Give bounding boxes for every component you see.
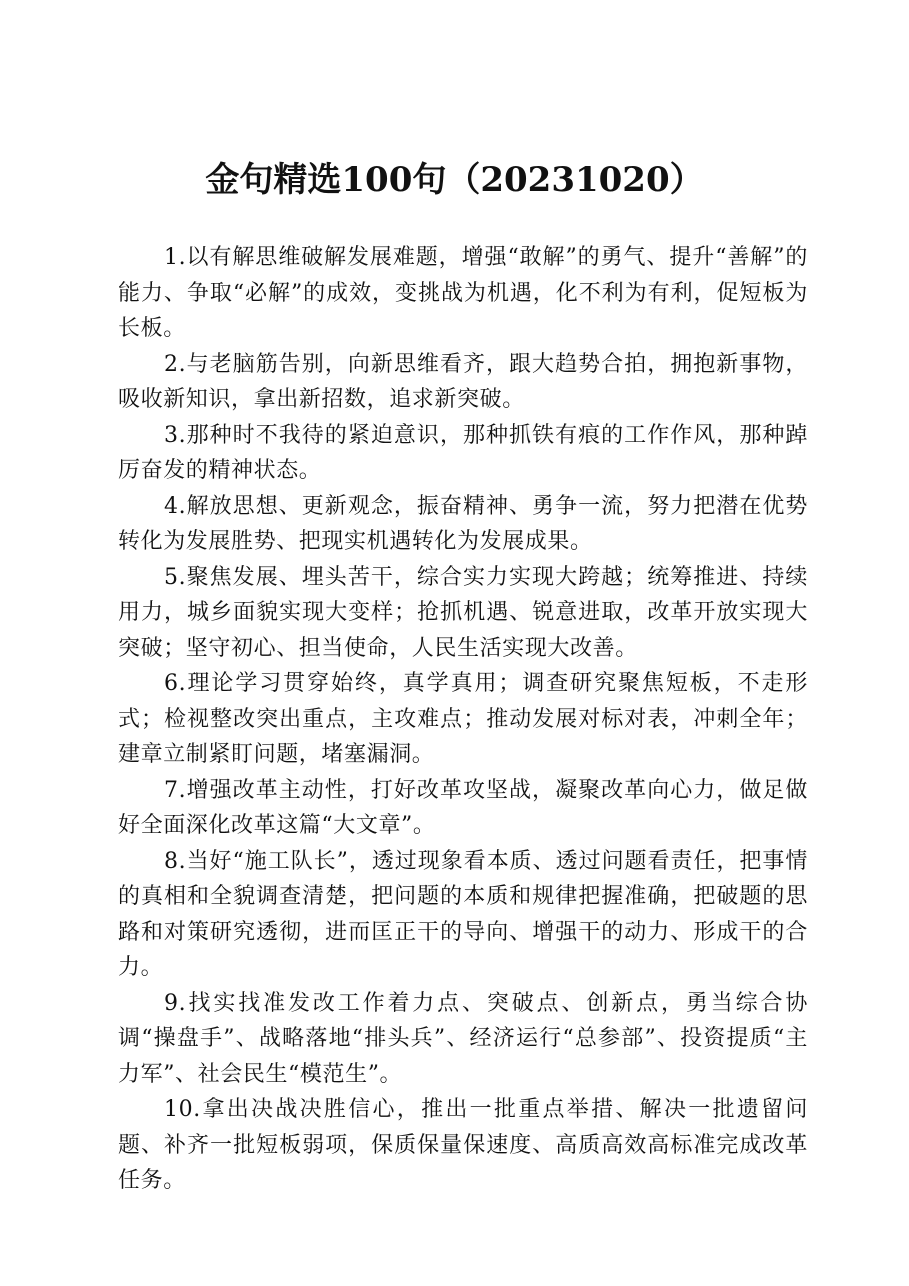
paragraph-3: 3.那种时不我待的紧迫意识，那种抓铁有痕的工作作风，那种踔厉奋发的精神状态。: [118, 422, 808, 483]
document-title: 金句精选100句（20231020）: [205, 160, 704, 200]
paragraph-10: 10.拿出决战决胜信心，推出一批重点举措、解决一批遗留问题、补齐一批短板弱项，保质保量保速度、高质高效高标准完成改革任务。: [118, 1097, 808, 1193]
paragraph-8: 8.当好“施工队长”，透过现象看本质、透过问题看责任，把事情的真相和全貌调查清楚，把问题的本质和规律把握准确，把破题的思路和对策研究透彻，进而匡正干的导向、增强干的动力、形成干的合力。: [118, 848, 808, 980]
paragraph-4: 4.解放思想、更新观念，振奋精神、勇争一流，努力把潜在优势转化为发展胜势、把现实机遇转化为发展成果。: [118, 493, 808, 554]
paragraph-9: 9.找实找准发改工作着力点、突破点、创新点，勇当综合协调“操盘手”、战略落地“排头兵”、经济运行“总参部”、投资提质“主力军”、社会民生“模范生”。: [118, 990, 808, 1087]
paragraph-5: 5.聚焦发展、埋头苦干，综合实力实现大跨越；统筹推进、持续用力，城乡面貌实现大变样；抢抓机遇、锐意进取，改革开放实现大突破；坚守初心、担当使命，人民生活实现大改善。: [118, 564, 808, 661]
paragraph-1: 1.以有解思维破解发展难题，增强“敢解”的勇气、提升“善解”的能力、争取“必解”的成效，变挑战为机遇，化不利为有利，促短板为长板。: [118, 245, 808, 341]
paragraph-6: 6.理论学习贯穿始终，真学真用；调查研究聚焦短板，不走形式；检视整改突出重点，主攻难点；推动发展对标对表，冲刺全年；建章立制紧盯问题，堵塞漏洞。: [118, 671, 808, 767]
document-body: [118, 240, 808, 1199]
paragraph-2: 2.与老脑筋告别，向新思维看齐，跟大趋势合拍，拥抱新事物，吸收新知识，拿出新招数，追求新突破。: [118, 351, 808, 412]
paragraph-7: 7.增强改革主动性，打好改革攻坚战，凝聚改革向心力，做足做好全面深化改革这篇“大文章”。: [118, 777, 808, 838]
